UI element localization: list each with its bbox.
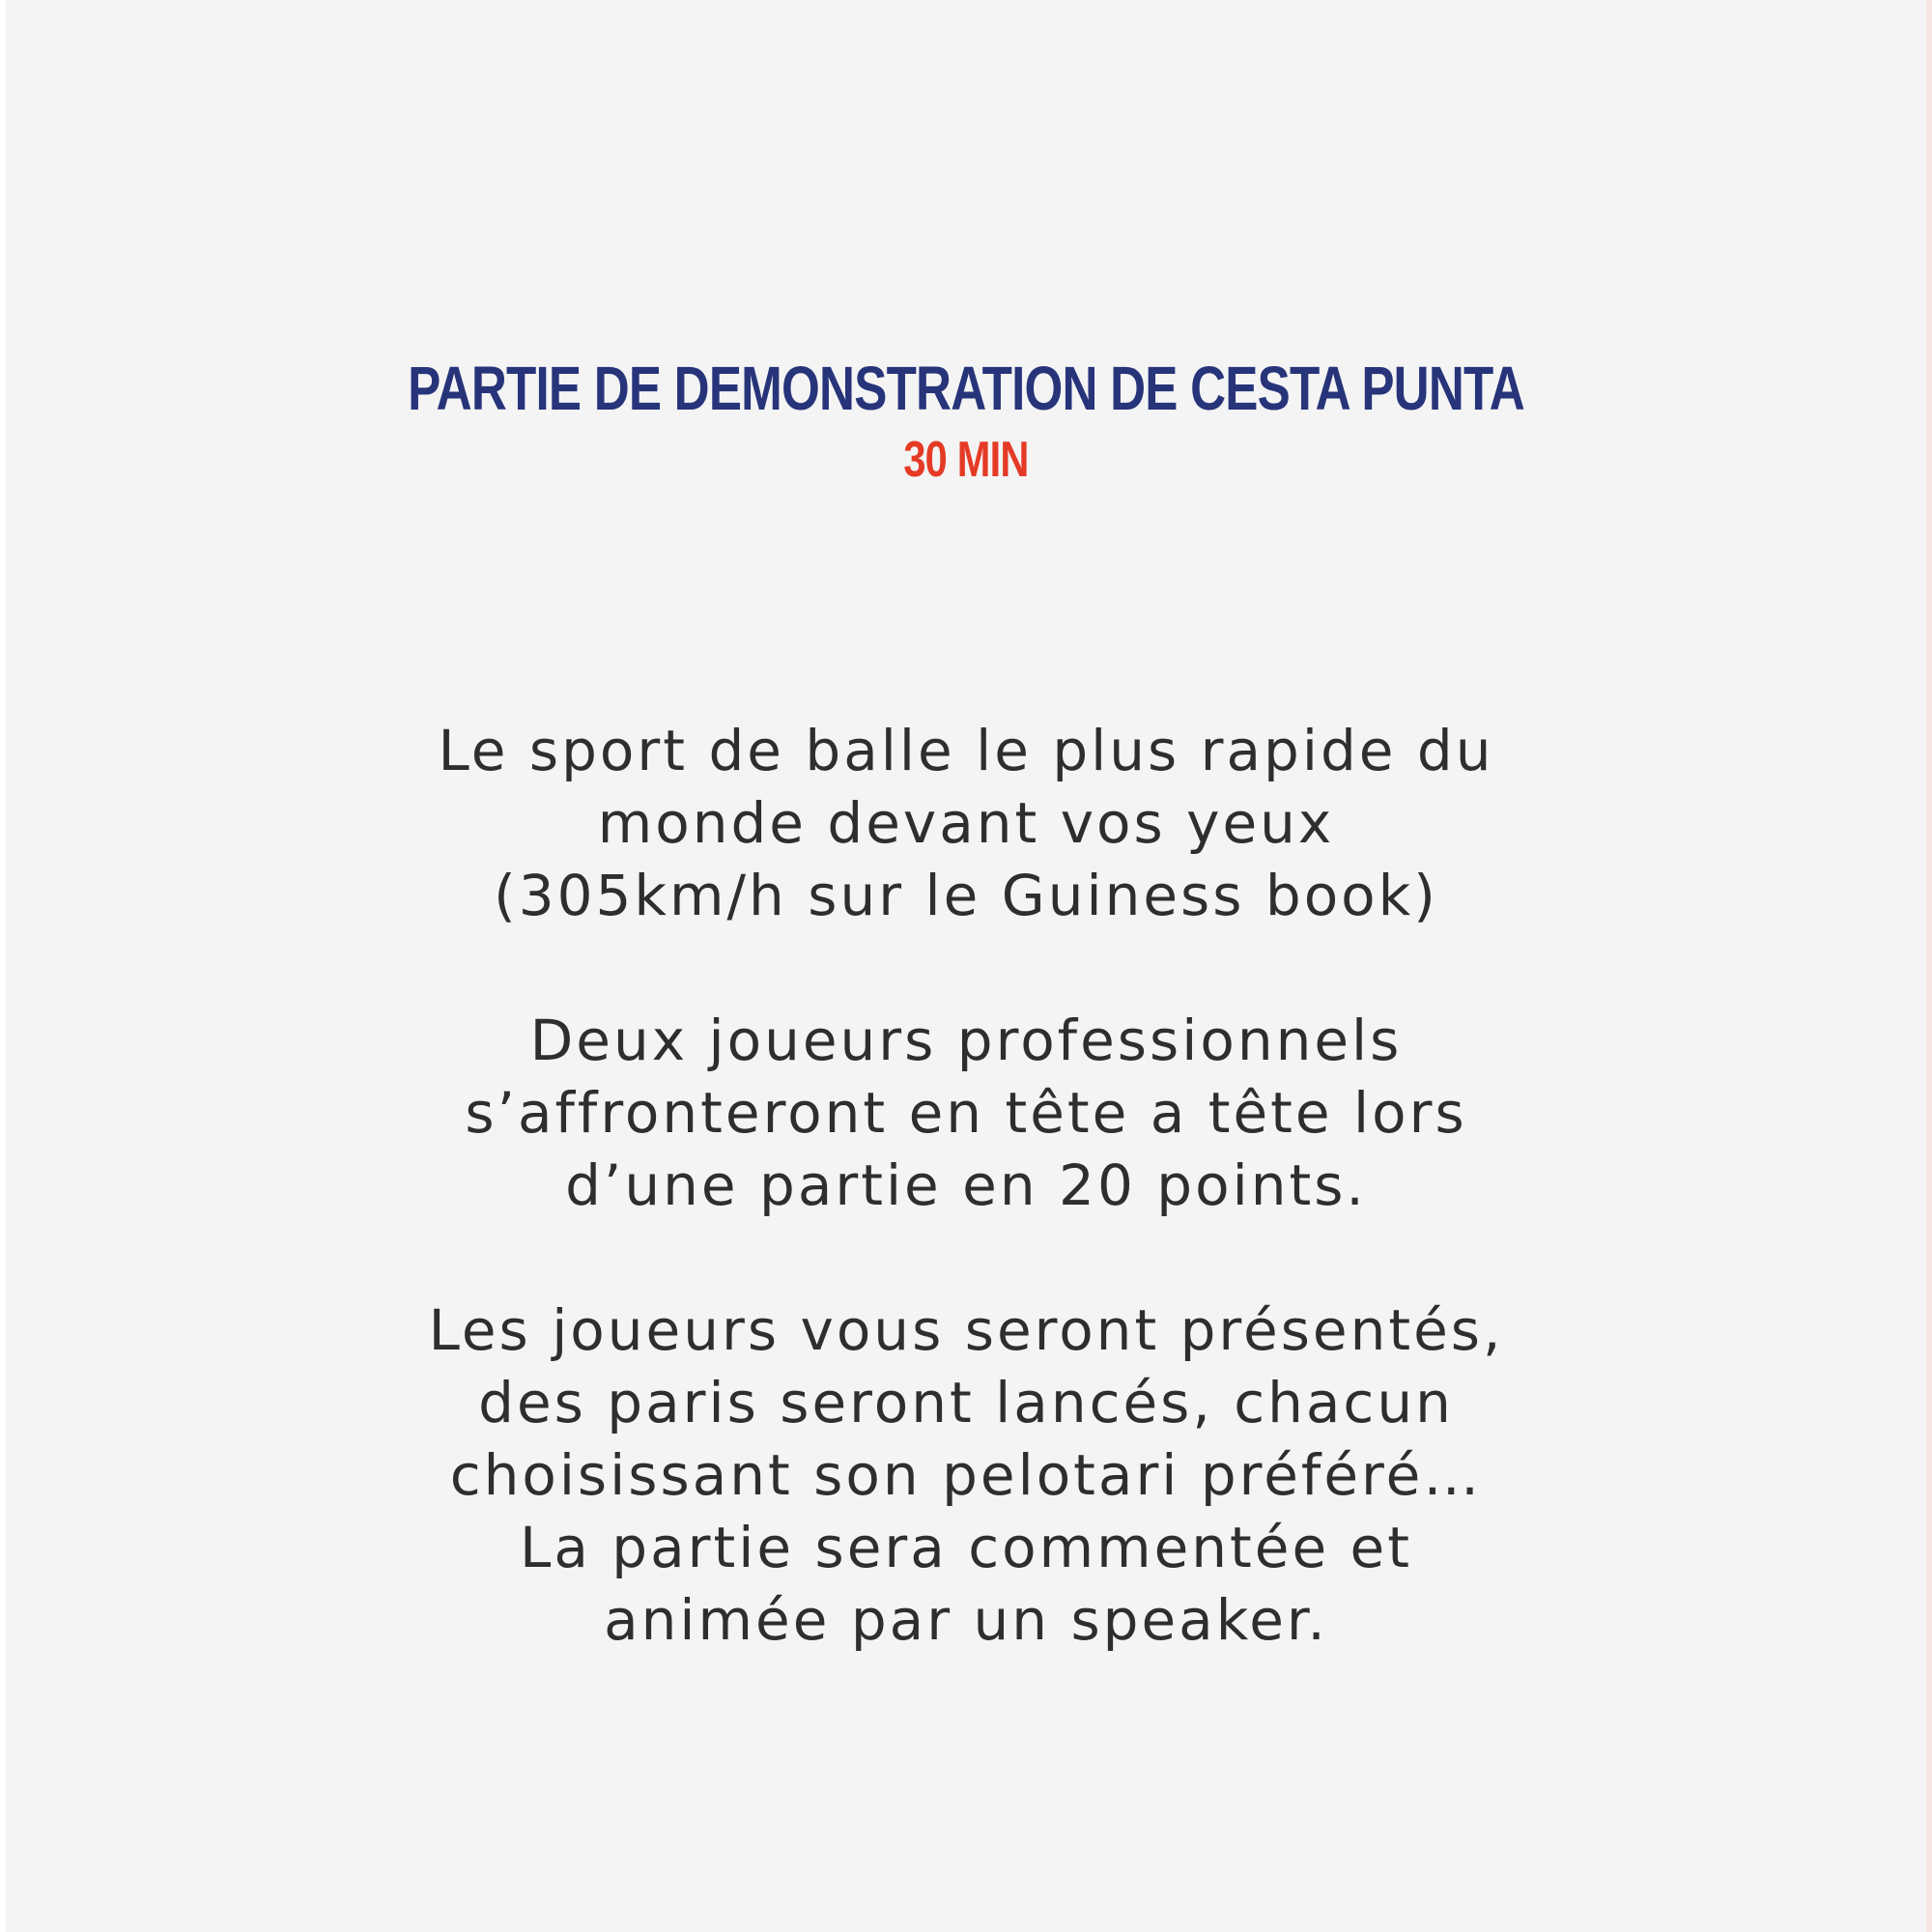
description-paragraph-players xyxy=(0,1005,1932,1222)
description-line: s’affronteront en tête a tête lors xyxy=(465,1080,1467,1146)
event-description xyxy=(0,715,1932,1657)
description-paragraph-presentation xyxy=(0,1294,1932,1657)
description-line: Les joueurs vous seront présentés, xyxy=(428,1297,1504,1363)
description-line: choisissant son pelotari préféré… xyxy=(449,1442,1483,1508)
description-line: d’une partie en 20 points. xyxy=(565,1152,1367,1218)
event-heading xyxy=(0,350,1932,493)
description-line: monde devant vos yeux xyxy=(597,790,1335,856)
description-paragraph-speed xyxy=(0,715,1932,932)
description-line: animée par un speaker. xyxy=(604,1587,1328,1653)
description-line: des paris seront lancés, chacun xyxy=(478,1370,1454,1435)
description-line: Deux joueurs professionnels xyxy=(529,1008,1403,1073)
event-duration: 30 MIN xyxy=(903,432,1029,488)
event-title: PARTIE DE DEMONSTRATION DE CESTA PUNTA xyxy=(408,354,1524,423)
paragraph-spacer xyxy=(0,1222,1932,1294)
description-line: Le sport de balle le plus rapide du xyxy=(438,718,1494,783)
paragraph-spacer xyxy=(0,932,1932,1005)
description-line: (305km/h sur le Guiness book) xyxy=(494,863,1438,928)
description-line: La partie sera commentée et xyxy=(520,1515,1412,1580)
